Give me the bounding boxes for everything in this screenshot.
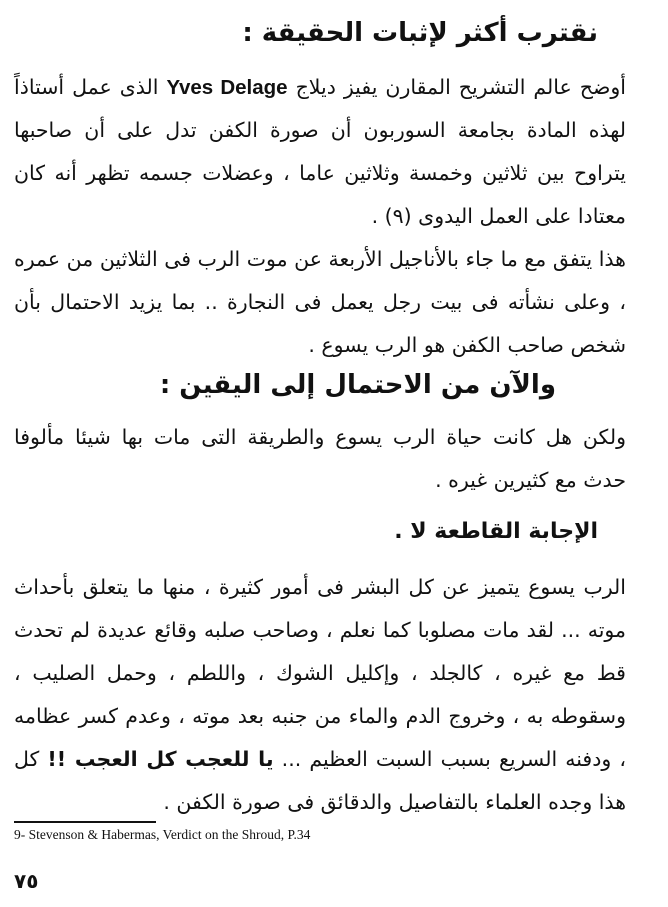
paragraph-3: ولكن هل كانت حياة الرب يسوع والطريقة التى مات بها شيئا مألوفا حدث مع كثيرين غيره . [14, 425, 626, 492]
paragraph-2: هذا يتفق مع ما جاء بالأناجيل الأربعة عن موت الرب فى الثلاثين من عمره ، وعلى نشأته فى بيت رجل يعمل فى النجارة .. بما يزيد الاحتمال بأن شخص صاحب الكفن هو الرب يسوع . [14, 247, 626, 357]
footnote-divider [14, 821, 156, 823]
footnote: 9- Stevenson & Habermas, Verdict on the Shroud, P.34 [14, 827, 311, 842]
section-heading-3: الإجابة القاطعة لا . [394, 519, 598, 544]
paragraph-1 [14, 66, 626, 238]
paragraph-1-start: أوضح عالم التشريح المقارن يفيز ديلاج [295, 75, 626, 99]
paragraph-1-end: الذى عمل أستاذاً لهذه المادة بجامعة السوربون أن صورة الكفن تدل على أن صاحبها يتراوح بين ثلاثين وخمسة وثلاثين عاما ، وعضلات جسمه تظهر أنه كان معتادا على العمل اليدوى (٩) . [14, 75, 626, 228]
paragraph-1-name: Yves Delage [166, 76, 288, 99]
section-heading-1: نقترب أكثر لإثبات الحقيقة : [242, 18, 598, 48]
paragraph-4-emphasis: يا للعجب كل العجب !! [47, 747, 274, 771]
paragraph-4-body: الرب يسوع يتميز عن كل البشر فى أمور كثيرة ، منها ما يتعلق بأحداث موته ... لقد مات مصلوبا كما نعلم ، وصاحب صلبه وقائع عديدة لم تحدث قط مع غيره ، كالجلد ، وإكليل الشوك ، واللطم ، وحمل الصليب ، وسقوطه به ، وخروج الدم والماء من جنبه بعد موته ، وعدم كسر عظامه ، ودفنه السريع بسبب السبت العظيم ... [14, 575, 626, 771]
page-number: ٧٥ [14, 869, 39, 893]
paragraph-4-end: كل هذا وجده العلماء بالتفاصيل والدقائق فى صورة الكفن . [14, 747, 626, 814]
paragraph-4 [14, 566, 626, 824]
section-heading-2: والآن من الاحتمال إلى اليقين : [159, 370, 556, 400]
